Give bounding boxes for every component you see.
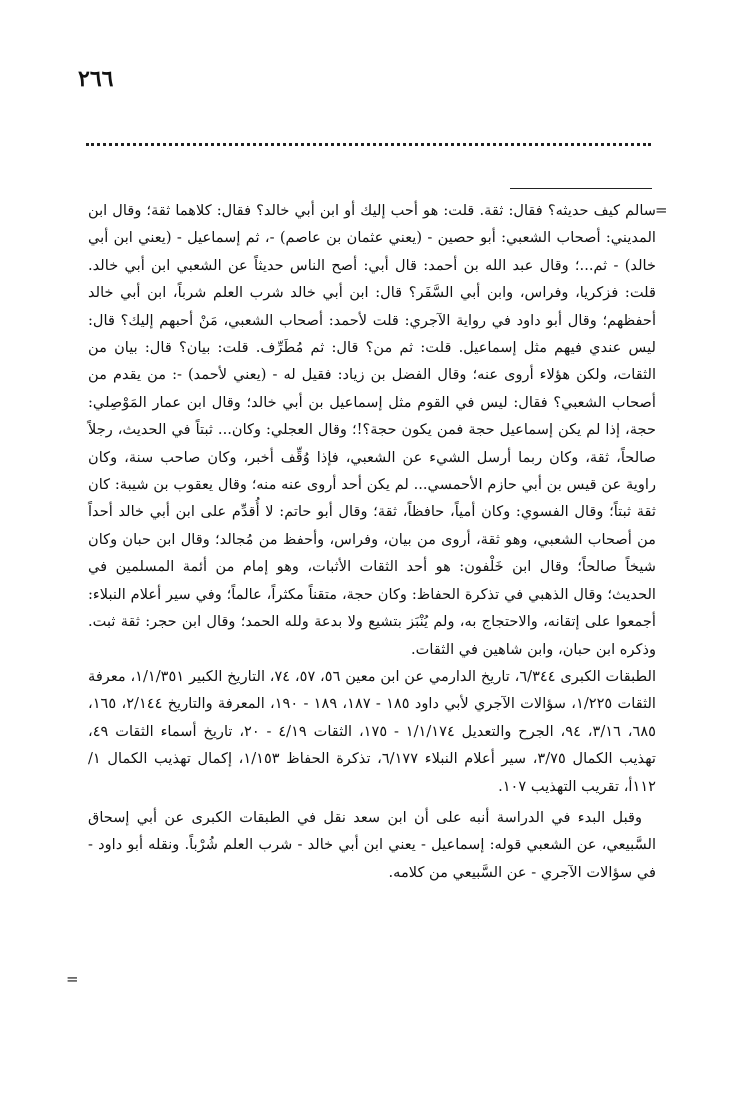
text-block bbox=[88, 197, 656, 886]
footnote-references: الطبقات الكبرى ٦/٣٤٤، تاريخ الدارمي عن ابن معين ٥٦، ٥٧، ٧٤، التاريخ الكبير ١/١/٣٥١، معرفة الثقات ١/٢٢٥، سؤالات الآجري لأبي داود ١٨٥ - ١٨٧، ١٨٩ - ١٩٠، المعرفة والتاريخ ٢/١٤٤، ١٦٥، ٦٨٥، ٣/١٦، ٩٤، الجرح والتعديل ١/١/١٧٤ - ١٧٥، الثقات ٤/١٩ - ٢٠، تاريخ أسماء الثقات ٤٩، تهذيب الكمال ٣/٧٥، سير أعلام النبلاء ٦/١٧٧، تذكرة الحفاظ ١/١٥٣، إكمال تهذيب الكمال ١/ ١١٢أ، تقريب التهذيب ١٠٧. bbox=[88, 667, 656, 795]
study-note-text: وقبل البدء في الدراسة أنبه على أن ابن سعد نقل في الطبقات الكبرى عن أبي إسحاق السَّبيعي، عن الشعبي قوله: إسماعيل - يعني ابن أبي خالد - شرب العلم شُرْباً. ونقله أبو داود - في سؤالات الآجري - عن السَّبيعي من كلامه. bbox=[88, 808, 656, 881]
footnote-body: سالم كيف حديثه؟ فقال: ثقة. قلت: هو أحب إليك أو ابن أبي خالد؟ فقال: كلاهما ثقة؛ وقال ابن المديني: أصحاب الشعبي: أبو حصين - (يعني عثمان بن عاصم) -، ثم إسماعيل - (يعني ابن أبي خالد) - ثم...؛ وقال عبد الله بن أحمد: قال أبي: أصح الناس حديثاً عن الشعبي ابن أبي خالد. قلت: فزكريا، وفراس، وابن أبي السَّفَر؟ قال: ابن أبي خالد شرب العلم شرباً، ابن أبي خالد أحفظهم؛ وقال أبو داود في رواية الآجري: قلت لأحمد: أصحاب الشعبي، مَنْ أحبهم إليك؟ قال: ليس عندي فيهم مثل إسماعيل. قلت: ثم من؟ قال: ثم مُطَرِّف. قلت: بيان؟ قال: بيان من الثقات، ولكن هؤلاء أروى عنه؛ وقال الفضل بن زياد: فقيل له - (يعني لأحمد) -: من يقدم من أصحاب الشعبي؟ فقال: ليس في القوم مثل إسماعيل بن أبي خالد؛ وقال ابن عمار المَوْصِلي: حجة، إذا لم يكن إسماعيل حجة فمن يكون حجة؟!؛ وقال العجلي: وكان... ثبتاً في الحديث، رجلاً صالحاً، ثقة، وكان ربما أرسل الشيء عن الشعبي، فإذا وُقِّف أخبر، وكان صاحب سنة، وكان راوية عن قيس بن أبي حازم الأحمسي... لم يكن أحد أروى عنه منه؛ وقال يعقوب بن شيبة: كان ثقة ثبتاً؛ وقال الفسوي: وكان أمياً، حافظاً، ثقة؛ وقال أبو حاتم: لا أُقدِّم على ابن أبي خالد أحداً من أصحاب الشعبي، وهو ثقة، أروى من بيان، وفراس، وأحفظ من مُجالد؛ وقال ابن حبان وكان شيخاً صالحاً؛ وقال ابن خَلْفون: هو أحد الثقات الأثبات، وهو إمام من أئمة المسلمين في الحديث؛ وقال الذهبي في تذكرة الحفاظ: وكان حجة، متقناً مكثراً، عالماً؛ وفي سير أعلام النبلاء: أجمعوا على إتقانه، والاحتجاج به، ولم يُنْبَز بتشيع ولا بدعة ولله الحمد؛ وقال ابن حجر: ثقة ثبت. وذكره ابن حبان، وابن شاهين في الثقات. bbox=[88, 202, 656, 658]
footnote-continuation bbox=[88, 197, 656, 800]
dotted-separator bbox=[86, 143, 651, 146]
page-number: ٢٦٦ bbox=[78, 66, 114, 92]
footnote-rule bbox=[510, 188, 652, 189]
study-note bbox=[88, 804, 656, 886]
continuation-mark-end: = bbox=[66, 970, 79, 988]
continuation-mark-start: = bbox=[655, 201, 668, 219]
